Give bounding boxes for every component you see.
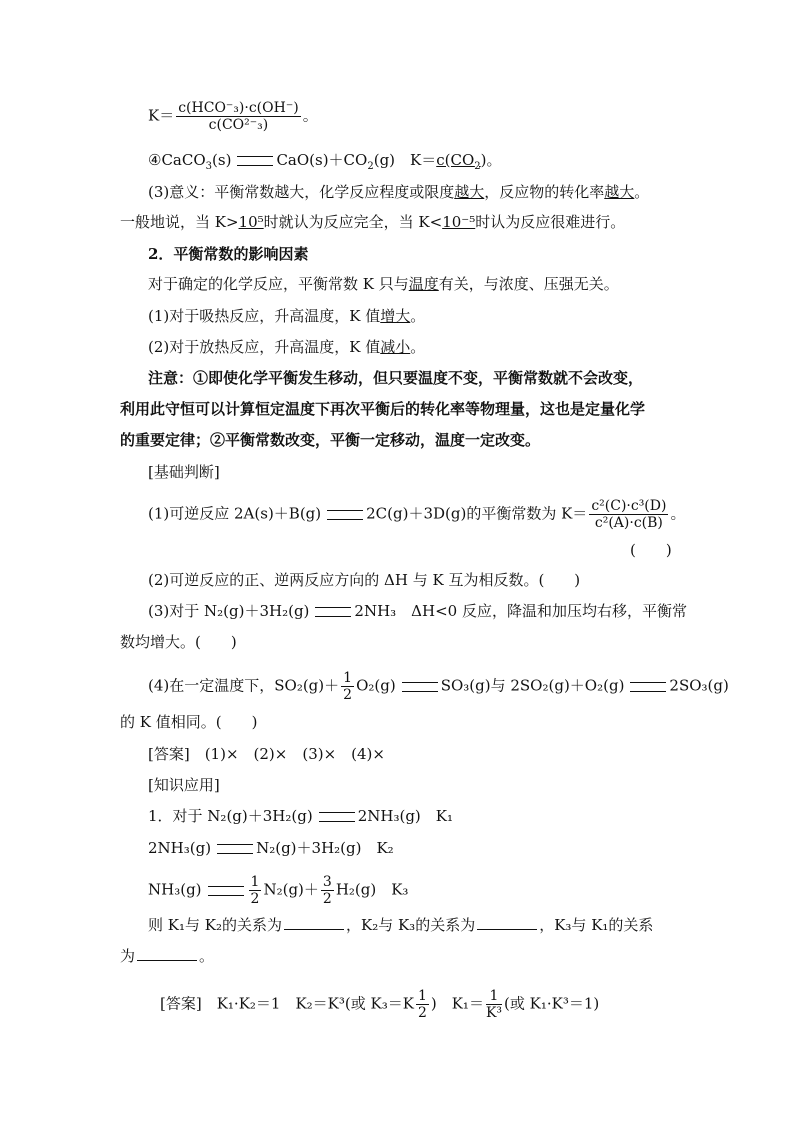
ans-fraction-2: $\frac{1}{\text{K³}}$	[485, 988, 503, 1021]
r3-fraction-1: $\frac{1}{2}$	[250, 874, 260, 907]
reaction-2: 2NH₃(g) N₂(g)＋3H₂(g) K₂	[148, 839, 394, 857]
equilibrium-arrow-icon	[217, 844, 253, 854]
meaning-line-2: 一般地说，当 K>10⁵时就认为反应完全，当 K<10⁻⁵时认为反应很难进行。	[120, 213, 626, 231]
answer-blank-3[interactable]	[137, 946, 197, 961]
basic-judgment-heading: [基础判断]	[148, 463, 220, 481]
note-line-3: 的重要定律；②平衡常数改变，平衡一定移动，温度一定改变。	[120, 431, 541, 449]
equilibrium-arrow-icon	[237, 156, 273, 166]
answer-application: [答案] K₁·K₂＝1 K₂＝K³(或 K₃＝K $\frac{1}{2}$ ) K₁＝ $\frac{1}{\text{K³}}$ (或 K₁·K³＝1)	[160, 988, 600, 1021]
equilibrium-arrow-icon	[327, 510, 363, 520]
question-1-answer-paren: ( )	[630, 541, 672, 559]
reaction-3: NH₃(g) $\frac{1}{2}$ N₂(g)＋ $\frac{3}{2}$ H₂(g) K₃	[148, 874, 409, 907]
knowledge-application-heading: [知识应用]	[148, 776, 220, 794]
question-4-line-1: (4)在一定温度下，SO₂(g)＋ $\frac{1}{2}$ O₂(g) SO₃(g)与 2SO₂(g)＋O₂(g) 2SO₃(g)	[148, 670, 729, 703]
ans-fraction-1: $\frac{1}{2}$	[417, 988, 427, 1021]
answer-blank-1[interactable]	[284, 915, 344, 930]
equilibrium-arrow-icon	[402, 682, 438, 692]
equilibrium-arrow-icon	[315, 607, 351, 617]
question-2: (2)可逆反应的正、逆两反应方向的 ΔH 与 K 互为相反数。( )	[148, 571, 581, 589]
item-4-caco3: ④CaCO$_3$(s) $CaO(s)+CO_2(g)$ $K=c(CO_2)$。	[148, 151, 502, 172]
relation-question-line-1: 则 K₁与 K₂的关系为 ，K₂与 K₃的关系为 ，K₃与 K₁的关系	[148, 916, 654, 934]
answer-blank-2[interactable]	[477, 915, 537, 930]
note-line-1: 注意：①即使化学平衡发生移动，但只要温度不变，平衡常数就不会改变，	[148, 369, 644, 387]
endothermic-line: (1)对于吸热反应，升高温度，K 值增大。	[148, 307, 426, 325]
question-4-line-2: 的 K 值相同。( )	[120, 713, 258, 731]
q4-half-fraction: $\frac{1}{2}$	[343, 670, 353, 703]
meaning-line-1: (3)意义：平衡常数越大，化学反应程度或限度越大，反应物的转化率越大。	[148, 183, 650, 201]
relation-question-line-2: 为 。	[120, 947, 215, 965]
question-3-line-2: 数均增大。( )	[120, 633, 237, 651]
k-expression: K＝ $\frac{\text{c(HCO⁻₃)·c(OH⁻)}}{\text{c(CO²⁻₃)}}$ 。	[148, 100, 318, 133]
question-1: (1)可逆反应 2A(s)＋B(g) 2C(g)＋3D(g)的平衡常数为 K＝ $\frac{\text{c²(C)·c³(D)}}{\text{c²(A)·c(B)}}$ 。	[148, 498, 686, 531]
equilibrium-arrow-icon	[630, 682, 666, 692]
reaction-1: 1．对于 N₂(g)＋3H₂(g) 2NH₃(g) K₁	[148, 807, 453, 825]
only-temperature-line: 对于确定的化学反应，平衡常数 K 只与温度有关，与浓度、压强无关。	[148, 275, 619, 293]
equilibrium-arrow-icon	[208, 886, 244, 896]
equilibrium-arrow-icon	[319, 812, 355, 822]
section-2-title: 2．平衡常数的影响因素	[148, 245, 309, 263]
answer-basic: [答案] (1)× (2)× (3)× (4)×	[148, 745, 385, 763]
note-line-2: 利用此守恒可以计算恒定温度下再次平衡后的转化率等物理量，这也是定量化学	[120, 400, 646, 418]
question-3-line-1: (3)对于 N₂(g)＋3H₂(g) 2NH₃ ΔH<0 反应，降温和加压均右移，平衡常	[148, 602, 687, 620]
q1-fraction: $\frac{\text{c²(C)·c³(D)}}{\text{c²(A)·c(B)}}$	[591, 498, 667, 531]
k-fraction: $\frac{\text{c(HCO⁻₃)·c(OH⁻)}}{\text{c(CO²⁻₃)}}$	[178, 100, 299, 133]
r3-fraction-2: $\frac{3}{2}$	[322, 874, 332, 907]
exothermic-line: (2)对于放热反应，升高温度，K 值减小。	[148, 338, 426, 356]
